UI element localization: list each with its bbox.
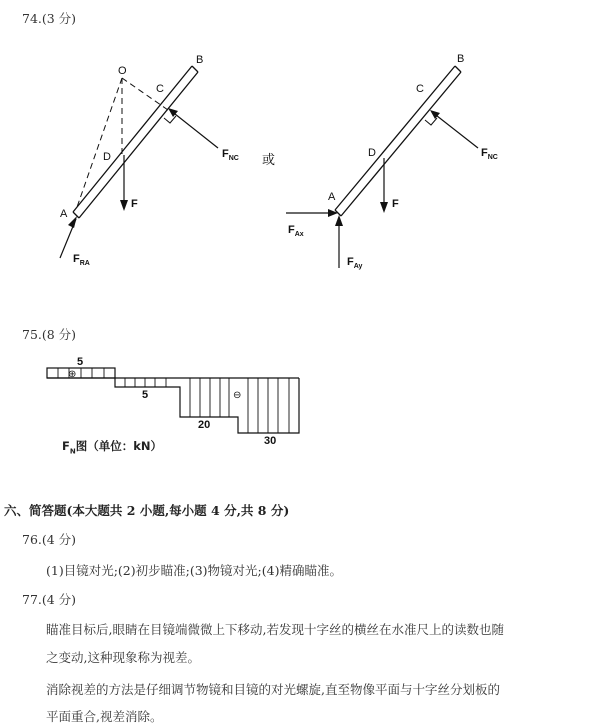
q76-label: 76.(4 分)	[22, 532, 77, 547]
label-d: D	[103, 151, 111, 163]
q77-para2-line2: 平面重合,视差消除。	[46, 709, 163, 724]
label2-c: C	[416, 83, 424, 95]
label-b: B	[196, 54, 204, 66]
label-a: A	[60, 208, 68, 220]
or-text: 或	[262, 153, 276, 168]
label-c: C	[156, 83, 164, 95]
q77-label: 77.(4 分)	[22, 592, 77, 607]
dashed-oa	[76, 78, 122, 210]
label2-b: B	[457, 53, 465, 65]
caption-sub: N	[69, 447, 76, 456]
force-fra-arrowhead	[68, 216, 77, 228]
label-o: O	[118, 65, 127, 77]
value-5-bottom: 5	[142, 389, 149, 401]
bar2-edge-2	[341, 72, 461, 216]
force2-fnc-line	[432, 112, 478, 148]
label2-fnc: $F_{NC}$	[481, 147, 498, 161]
caption-f: F	[62, 439, 70, 453]
force-f-arrowhead	[120, 200, 128, 211]
section6-heading: 六、简答题(本大题共 2 小题,每小题 4 分,共 8 分)	[4, 503, 290, 518]
q77-para1-line2: 之变动,这种现象称为视差。	[46, 650, 200, 665]
value-5-top: 5	[77, 356, 84, 368]
right-angle-mark	[164, 116, 176, 123]
bar2-end-b	[455, 66, 461, 72]
caption-rest: 图（单位：kN）	[75, 439, 162, 453]
plus-sign: ⊕	[68, 369, 77, 380]
force-fnc-line	[170, 110, 218, 148]
minus-sign: ⊖	[233, 390, 242, 401]
q75-label: 75.(8 分)	[22, 327, 77, 342]
q74-label: 74.(3 分)	[22, 11, 77, 26]
bar-edge-2	[79, 72, 198, 218]
diagram-caption	[62, 438, 162, 455]
label2-fax: $F_{Ax}$	[288, 224, 304, 238]
q77-para2-line1: 消除视差的方法是仔细调节物镜和目镜的对光螺旋,直至物像平面与十字丝分划板的	[46, 682, 500, 697]
right-angle-mark-2	[425, 118, 437, 125]
bar-end-b	[192, 66, 198, 72]
label-fra: $F_{RA}$	[73, 253, 90, 267]
q74-figure-1	[0, 0, 589, 300]
bar-edge-1	[73, 66, 192, 212]
force2-f-arrowhead	[380, 202, 388, 213]
q77-para1-line1: 瞄准目标后,眼睛在目镜端微微上下移动,若发现十字丝的横丝在水准尺上的读数也随	[46, 622, 504, 637]
force2-fax-arrowhead	[328, 209, 338, 217]
label2-fay: $F_{Ay}$	[347, 256, 363, 270]
label2-d: D	[368, 147, 376, 159]
force2-fay-arrowhead	[335, 215, 343, 226]
value-30: 30	[264, 435, 277, 447]
value-20: 20	[198, 419, 211, 431]
bar2-edge-1	[335, 66, 455, 210]
label-f: F	[131, 198, 138, 210]
label2-a: A	[328, 191, 336, 203]
label2-f: F	[392, 198, 399, 210]
positive-hatch	[58, 368, 104, 378]
label-fnc: $F_{NC}$	[222, 148, 239, 162]
q76-answer: (1)目镜对光;(2)初步瞄准;(3)物镜对光;(4)精确瞄准。	[46, 563, 342, 578]
